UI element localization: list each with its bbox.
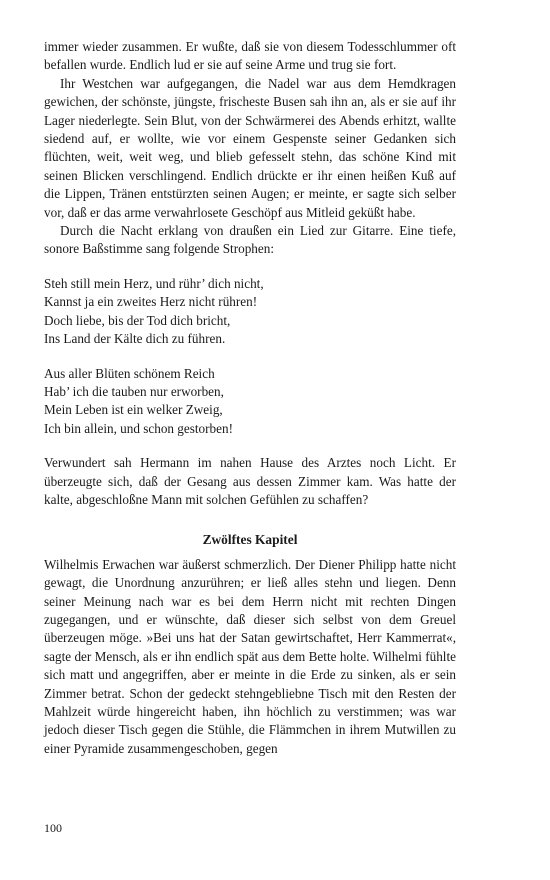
verse-stanza-1 <box>44 275 456 349</box>
book-page <box>44 38 456 758</box>
verse-line: Steh still mein Herz, und rühr’ dich nicht, <box>44 275 264 291</box>
page-number: 100 <box>44 821 62 835</box>
paragraph-continued: immer wieder zusammen. Er wußte, daß sie von diesem Todesschlummer oft befallen wurde. Endlich lud er sie auf seine Arme und trug sie fort. <box>44 39 456 73</box>
chapter-title: Zwölftes Kapitel <box>202 532 298 548</box>
verse-line: Ich bin allein, und schon gestorben! <box>44 420 233 436</box>
paragraph-westchen: Ihr Westchen war aufgegangen, die Nadel war aus dem Hemdkragen gewichen, der schönste, jüngste, frischeste Busen sah ihn an, als er sie auf ihr Lager niederlegte. Sein Blut, von der Schwärmerei des Abends erhitzt, wallte siedend auf, er wollte, wie vor einem Gespenste seiner Gedanken sich flüchten, weit, weit weg, und blieb gefesselt stehn, das schöne Kind mit seinen Blicken verschlingend. Endlich drückte er ihr einen heißen Kuß auf die Lippen, Tränen entstürzten seinen Augen; er meinte, er sagte sich selber vor, daß er das arme verwahrlosete Geschöpf aus Mitleid geküßt habe. <box>44 75 456 220</box>
verse-line: Doch liebe, bis der Tod dich bricht, <box>44 312 231 328</box>
paragraph-wilhelmi: Wilhelmis Erwachen war äußerst schmerzlich. Der Diener Philipp hatte nicht gewagt, die Unordnung anzurühren; er ließ alles stehn und liegen. Denn seiner Meinung nach war es bei dem Herrn nicht mit rechten Dingen zugegangen, und er wünschte, daß dieser sich selbst von dem Greuel überzeugen möge. »Bei uns hat der Satan gewirtschaftet, Herr Kammerrat«, sagte der Mensch, als er ihn endlich spät aus dem Bette holte. Wilhelmi fühlte sich matt und angegriffen, aber er meinte in die Erde zu sinken, als er sein Zimmer betrat. Schon der gedeckt stehngebliebne Tisch mit den Resten der Mahlzeit würde hingereicht haben, ihn höchlich zu verstimmen; was war jedoch dieser Tisch gegen die Stühle, die Flämmchen in ihrem Mutwillen zu einer Pyramide zusammengeschoben, gegen <box>44 556 456 756</box>
paragraph-gitarre: Durch die Nacht erklang von draußen ein Lied zur Gitarre. Eine tiefe, sonore Baßstimme sang folgende Strophen: <box>44 223 456 257</box>
verse-line: Ins Land der Kälte dich zu führen. <box>44 331 226 347</box>
verse-line: Mein Leben ist ein welker Zweig, <box>44 402 223 418</box>
verse-line: Hab’ ich die tauben nur erworben, <box>44 383 224 399</box>
verse-line: Aus aller Blüten schönem Reich <box>44 365 215 381</box>
verse-stanza-2 <box>44 365 456 439</box>
verse-line: Kannst ja ein zweites Herz nicht rühren! <box>44 294 258 310</box>
paragraph-hermann: Verwundert sah Hermann im nahen Hause des Arztes noch Licht. Er überzeugte sich, daß der Gesang aus dessen Zimmer kam. Was hatte der kalte, abgeschloßne Mann mit solchen Gefühlen zu schaffen? <box>44 455 456 507</box>
